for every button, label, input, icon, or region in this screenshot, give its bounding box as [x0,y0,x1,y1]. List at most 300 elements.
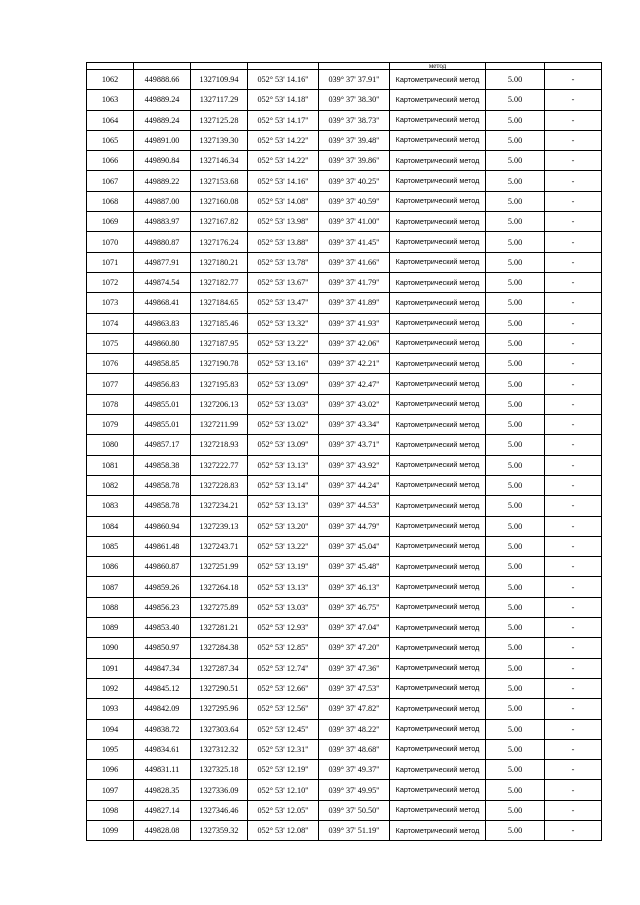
description-cell: - [545,435,602,455]
longitude-cell: 039° 37' 43.02" [319,394,390,414]
x-coordinate-cell: 449887.00 [134,191,191,211]
table-row [87,232,602,252]
description-cell: - [545,394,602,414]
latitude-cell: 052° 53' 13.20" [248,516,319,536]
x-coordinate-cell: 449842.09 [134,699,191,719]
table-row [87,638,602,658]
accuracy-cell: 5.00 [486,415,545,435]
table-row [87,739,602,759]
table-row [87,455,602,475]
method-cell: Картометрический метод [390,577,486,597]
y-coordinate-cell: 1327206.13 [191,394,248,414]
longitude-cell: 039° 37' 47.04" [319,618,390,638]
y-coordinate-cell: 1327284.38 [191,638,248,658]
description-cell: - [545,455,602,475]
accuracy-cell: 5.00 [486,536,545,556]
longitude-cell: 039° 37' 46.13" [319,577,390,597]
method-cell: Картометрический метод [390,496,486,516]
cell [191,63,248,70]
longitude-cell: 039° 37' 46.75" [319,597,390,617]
x-coordinate-cell: 449883.97 [134,212,191,232]
table-row [87,272,602,292]
table-row [87,70,602,90]
x-coordinate-cell: 449889.24 [134,110,191,130]
y-coordinate-cell: 1327228.83 [191,475,248,495]
point-number-cell: 1072 [87,272,134,292]
longitude-cell: 039° 37' 41.93" [319,313,390,333]
x-coordinate-cell: 449888.66 [134,70,191,90]
table-row [87,800,602,820]
description-cell: - [545,719,602,739]
x-coordinate-cell: 449827.14 [134,800,191,820]
y-coordinate-cell: 1327146.34 [191,151,248,171]
description-cell: - [545,699,602,719]
x-coordinate-cell: 449858.85 [134,354,191,374]
x-coordinate-cell: 449850.97 [134,638,191,658]
table-row [87,435,602,455]
latitude-cell: 052° 53' 12.93" [248,618,319,638]
method-cell: Картометрический метод [390,212,486,232]
table-row [87,678,602,698]
table-row [87,699,602,719]
description-cell: - [545,780,602,800]
table-row [87,475,602,495]
latitude-cell: 052° 53' 14.17" [248,110,319,130]
y-coordinate-cell: 1327185.46 [191,313,248,333]
x-coordinate-cell: 449880.87 [134,232,191,252]
method-cell: Картометрический метод [390,719,486,739]
method-cell: Картометрический метод [390,70,486,90]
method-cell: Картометрический метод [390,800,486,820]
longitude-cell: 039° 37' 51.19" [319,820,390,840]
cell [87,63,134,70]
accuracy-cell: 5.00 [486,496,545,516]
latitude-cell: 052° 53' 13.98" [248,212,319,232]
point-number-cell: 1094 [87,719,134,739]
description-cell: - [545,638,602,658]
method-cell: Картометрический метод [390,272,486,292]
y-coordinate-cell: 1327182.77 [191,272,248,292]
point-number-cell: 1074 [87,313,134,333]
y-coordinate-cell: 1327336.09 [191,780,248,800]
x-coordinate-cell: 449828.35 [134,780,191,800]
method-cell: Картометрический метод [390,618,486,638]
latitude-cell: 052° 53' 13.13" [248,455,319,475]
longitude-cell: 039° 37' 45.04" [319,536,390,556]
accuracy-cell: 5.00 [486,739,545,759]
table-row [87,394,602,414]
x-coordinate-cell: 449861.48 [134,536,191,556]
table-row [87,252,602,272]
accuracy-cell: 5.00 [486,475,545,495]
latitude-cell: 052° 53' 14.16" [248,171,319,191]
point-number-cell: 1079 [87,415,134,435]
x-coordinate-cell: 449831.11 [134,760,191,780]
x-coordinate-cell: 449856.83 [134,374,191,394]
table-row [87,577,602,597]
method-cell: Картометрический метод [390,293,486,313]
longitude-cell: 039° 37' 44.24" [319,475,390,495]
latitude-cell: 052° 53' 13.03" [248,394,319,414]
description-cell: - [545,191,602,211]
point-number-cell: 1064 [87,110,134,130]
latitude-cell: 052° 53' 13.47" [248,293,319,313]
y-coordinate-cell: 1327287.34 [191,658,248,678]
y-coordinate-cell: 1327184.65 [191,293,248,313]
method-cell: Картометрический метод [390,658,486,678]
table-row [87,313,602,333]
method-fragment-cell: метод [390,63,486,70]
latitude-cell: 052° 53' 13.32" [248,313,319,333]
accuracy-cell: 5.00 [486,719,545,739]
longitude-cell: 039° 37' 49.37" [319,760,390,780]
accuracy-cell: 5.00 [486,658,545,678]
x-coordinate-cell: 449889.24 [134,90,191,110]
method-cell: Картометрический метод [390,374,486,394]
table-row [87,820,602,840]
latitude-cell: 052° 53' 12.05" [248,800,319,820]
point-number-cell: 1073 [87,293,134,313]
y-coordinate-cell: 1327190.78 [191,354,248,374]
point-number-cell: 1095 [87,739,134,759]
point-number-cell: 1093 [87,699,134,719]
description-cell: - [545,313,602,333]
longitude-cell: 039° 37' 41.66" [319,252,390,272]
longitude-cell: 039° 37' 41.79" [319,272,390,292]
accuracy-cell: 5.00 [486,313,545,333]
longitude-cell: 039° 37' 37.91" [319,70,390,90]
method-cell: Картометрический метод [390,354,486,374]
table-row [87,110,602,130]
description-cell: - [545,496,602,516]
latitude-cell: 052° 53' 13.14" [248,475,319,495]
y-coordinate-cell: 1327117.29 [191,90,248,110]
description-cell: - [545,557,602,577]
point-number-cell: 1080 [87,435,134,455]
longitude-cell: 039° 37' 40.25" [319,171,390,191]
y-coordinate-cell: 1327251.99 [191,557,248,577]
method-cell: Картометрический метод [390,597,486,617]
x-coordinate-cell: 449828.08 [134,820,191,840]
y-coordinate-cell: 1327243.71 [191,536,248,556]
table-row [87,90,602,110]
longitude-cell: 039° 37' 47.20" [319,638,390,658]
longitude-cell: 039° 37' 41.89" [319,293,390,313]
latitude-cell: 052° 53' 13.13" [248,577,319,597]
point-number-cell: 1066 [87,151,134,171]
description-cell: - [545,577,602,597]
table-row [87,151,602,171]
longitude-cell: 039° 37' 42.06" [319,333,390,353]
longitude-cell: 039° 37' 43.34" [319,415,390,435]
y-coordinate-cell: 1327176.24 [191,232,248,252]
point-number-cell: 1081 [87,455,134,475]
latitude-cell: 052° 53' 12.45" [248,719,319,739]
description-cell: - [545,597,602,617]
latitude-cell: 052° 53' 14.22" [248,151,319,171]
y-coordinate-cell: 1327180.21 [191,252,248,272]
description-cell: - [545,151,602,171]
point-number-cell: 1065 [87,130,134,150]
y-coordinate-cell: 1327346.46 [191,800,248,820]
longitude-cell: 039° 37' 47.53" [319,678,390,698]
point-number-cell: 1087 [87,577,134,597]
method-cell: Картометрический метод [390,536,486,556]
method-cell: Картометрический метод [390,252,486,272]
y-coordinate-cell: 1327222.77 [191,455,248,475]
x-coordinate-cell: 449874.54 [134,272,191,292]
accuracy-cell: 5.00 [486,272,545,292]
description-cell: - [545,70,602,90]
longitude-cell: 039° 37' 50.50" [319,800,390,820]
y-coordinate-cell: 1327211.99 [191,415,248,435]
table-row [87,516,602,536]
table-row [87,496,602,516]
description-cell: - [545,658,602,678]
point-number-cell: 1099 [87,820,134,840]
longitude-cell: 039° 37' 38.73" [319,110,390,130]
point-number-cell: 1092 [87,678,134,698]
description-cell: - [545,171,602,191]
latitude-cell: 052° 53' 13.03" [248,597,319,617]
point-number-cell: 1075 [87,333,134,353]
x-coordinate-cell: 449860.80 [134,333,191,353]
method-cell: Картометрический метод [390,557,486,577]
accuracy-cell: 5.00 [486,191,545,211]
latitude-cell: 052° 53' 13.09" [248,435,319,455]
x-coordinate-cell: 449857.17 [134,435,191,455]
point-number-cell: 1071 [87,252,134,272]
method-cell: Картометрический метод [390,333,486,353]
point-number-cell: 1090 [87,638,134,658]
table-row [87,597,602,617]
description-cell: - [545,333,602,353]
description-cell: - [545,354,602,374]
method-cell: Картометрический метод [390,130,486,150]
y-coordinate-cell: 1327359.32 [191,820,248,840]
y-coordinate-cell: 1327109.94 [191,70,248,90]
longitude-cell: 039° 37' 42.21" [319,354,390,374]
x-coordinate-cell: 449868.41 [134,293,191,313]
method-cell: Картометрический метод [390,638,486,658]
table-row [87,557,602,577]
accuracy-cell: 5.00 [486,374,545,394]
latitude-cell: 052° 53' 14.18" [248,90,319,110]
x-coordinate-cell: 449834.61 [134,739,191,759]
longitude-cell: 039° 37' 39.86" [319,151,390,171]
accuracy-cell: 5.00 [486,110,545,130]
cell [248,63,319,70]
description-cell: - [545,110,602,130]
accuracy-cell: 5.00 [486,820,545,840]
description-cell: - [545,130,602,150]
method-cell: Картометрический метод [390,475,486,495]
longitude-cell: 039° 37' 39.48" [319,130,390,150]
cell [134,63,191,70]
point-number-cell: 1083 [87,496,134,516]
point-number-cell: 1097 [87,780,134,800]
accuracy-cell: 5.00 [486,800,545,820]
accuracy-cell: 5.00 [486,70,545,90]
point-number-cell: 1084 [87,516,134,536]
coordinates-table [86,62,602,841]
x-coordinate-cell: 449856.23 [134,597,191,617]
description-cell: - [545,618,602,638]
accuracy-cell: 5.00 [486,293,545,313]
point-number-cell: 1076 [87,354,134,374]
method-cell: Картометрический метод [390,191,486,211]
x-coordinate-cell: 449889.22 [134,171,191,191]
x-coordinate-cell: 449859.26 [134,577,191,597]
table-row-fragment [87,63,602,70]
method-cell: Картометрический метод [390,394,486,414]
method-cell: Картометрический метод [390,739,486,759]
x-coordinate-cell: 449890.84 [134,151,191,171]
accuracy-cell: 5.00 [486,171,545,191]
longitude-cell: 039° 37' 43.71" [319,435,390,455]
method-cell: Картометрический метод [390,415,486,435]
description-cell: - [545,678,602,698]
method-cell: Картометрический метод [390,90,486,110]
cell [319,63,390,70]
longitude-cell: 039° 37' 43.92" [319,455,390,475]
table-row [87,191,602,211]
point-number-cell: 1091 [87,658,134,678]
accuracy-cell: 5.00 [486,577,545,597]
point-number-cell: 1078 [87,394,134,414]
latitude-cell: 052° 53' 13.88" [248,232,319,252]
x-coordinate-cell: 449853.40 [134,618,191,638]
longitude-cell: 039° 37' 47.82" [319,699,390,719]
description-cell: - [545,272,602,292]
point-number-cell: 1068 [87,191,134,211]
point-number-cell: 1088 [87,597,134,617]
method-cell: Картометрический метод [390,110,486,130]
latitude-cell: 052° 53' 12.19" [248,760,319,780]
latitude-cell: 052° 53' 13.22" [248,333,319,353]
accuracy-cell: 5.00 [486,699,545,719]
method-cell: Картометрический метод [390,313,486,333]
method-cell: Картометрический метод [390,678,486,698]
y-coordinate-cell: 1327290.51 [191,678,248,698]
y-coordinate-cell: 1327281.21 [191,618,248,638]
x-coordinate-cell: 449860.94 [134,516,191,536]
y-coordinate-cell: 1327325.18 [191,760,248,780]
table-row [87,760,602,780]
latitude-cell: 052° 53' 13.16" [248,354,319,374]
y-coordinate-cell: 1327264.18 [191,577,248,597]
x-coordinate-cell: 449838.72 [134,719,191,739]
description-cell: - [545,374,602,394]
description-cell: - [545,293,602,313]
accuracy-cell: 5.00 [486,780,545,800]
latitude-cell: 052° 53' 12.10" [248,780,319,800]
accuracy-cell: 5.00 [486,232,545,252]
method-cell: Картометрический метод [390,435,486,455]
point-number-cell: 1063 [87,90,134,110]
latitude-cell: 052° 53' 12.85" [248,638,319,658]
accuracy-cell: 5.00 [486,435,545,455]
method-cell: Картометрический метод [390,780,486,800]
accuracy-cell: 5.00 [486,760,545,780]
description-cell: - [545,415,602,435]
y-coordinate-cell: 1327234.21 [191,496,248,516]
description-cell: - [545,800,602,820]
longitude-cell: 039° 37' 42.47" [319,374,390,394]
method-cell: Картометрический метод [390,760,486,780]
y-coordinate-cell: 1327167.82 [191,212,248,232]
table-row [87,415,602,435]
y-coordinate-cell: 1327312.32 [191,739,248,759]
y-coordinate-cell: 1327139.30 [191,130,248,150]
accuracy-cell: 5.00 [486,130,545,150]
latitude-cell: 052° 53' 13.78" [248,252,319,272]
cell [486,63,545,70]
x-coordinate-cell: 449858.38 [134,455,191,475]
accuracy-cell: 5.00 [486,638,545,658]
point-number-cell: 1098 [87,800,134,820]
method-cell: Картометрический метод [390,699,486,719]
y-coordinate-cell: 1327218.93 [191,435,248,455]
point-number-cell: 1082 [87,475,134,495]
x-coordinate-cell: 449845.12 [134,678,191,698]
latitude-cell: 052° 53' 13.09" [248,374,319,394]
longitude-cell: 039° 37' 38.30" [319,90,390,110]
table-row [87,171,602,191]
x-coordinate-cell: 449858.78 [134,496,191,516]
y-coordinate-cell: 1327275.89 [191,597,248,617]
accuracy-cell: 5.00 [486,597,545,617]
longitude-cell: 039° 37' 41.00" [319,212,390,232]
method-cell: Картометрический метод [390,455,486,475]
method-cell: Картометрический метод [390,151,486,171]
point-number-cell: 1096 [87,760,134,780]
latitude-cell: 052° 53' 13.22" [248,536,319,556]
latitude-cell: 052° 53' 12.74" [248,658,319,678]
accuracy-cell: 5.00 [486,333,545,353]
accuracy-cell: 5.00 [486,90,545,110]
latitude-cell: 052° 53' 12.56" [248,699,319,719]
longitude-cell: 039° 37' 48.22" [319,719,390,739]
x-coordinate-cell: 449863.83 [134,313,191,333]
y-coordinate-cell: 1327195.83 [191,374,248,394]
accuracy-cell: 5.00 [486,151,545,171]
description-cell: - [545,516,602,536]
accuracy-cell: 5.00 [486,212,545,232]
y-coordinate-cell: 1327295.96 [191,699,248,719]
description-cell: - [545,90,602,110]
latitude-cell: 052° 53' 12.66" [248,678,319,698]
table-row [87,293,602,313]
accuracy-cell: 5.00 [486,354,545,374]
table-row [87,780,602,800]
longitude-cell: 039° 37' 41.45" [319,232,390,252]
latitude-cell: 052° 53' 12.08" [248,820,319,840]
point-number-cell: 1089 [87,618,134,638]
description-cell: - [545,232,602,252]
longitude-cell: 039° 37' 49.95" [319,780,390,800]
description-cell: - [545,252,602,272]
y-coordinate-cell: 1327303.64 [191,719,248,739]
latitude-cell: 052° 53' 13.02" [248,415,319,435]
table-row [87,212,602,232]
x-coordinate-cell: 449891.00 [134,130,191,150]
description-cell: - [545,212,602,232]
y-coordinate-cell: 1327153.68 [191,171,248,191]
point-number-cell: 1077 [87,374,134,394]
y-coordinate-cell: 1327187.95 [191,333,248,353]
description-cell: - [545,820,602,840]
